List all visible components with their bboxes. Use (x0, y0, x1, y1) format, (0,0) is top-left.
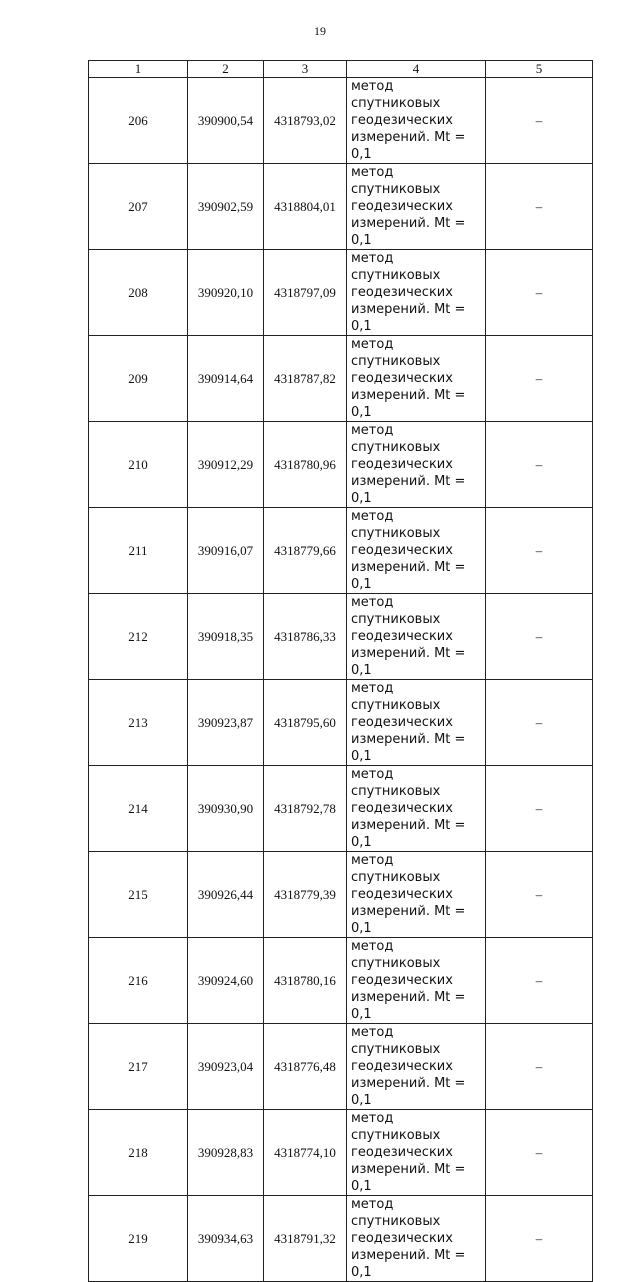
method-line: измерений. Mt = 0,1 (351, 560, 466, 592)
table-header-row (89, 61, 593, 78)
point-number-cell: 213 (89, 680, 188, 766)
method-cell (347, 78, 486, 164)
column5-cell: – (486, 422, 593, 508)
point-number-cell: 211 (89, 508, 188, 594)
method-cell (347, 680, 486, 766)
column5-cell: – (486, 680, 593, 766)
method-line: геодезических (351, 801, 453, 816)
point-number-cell: 217 (89, 1024, 188, 1110)
x-coordinate-cell: 390924,60 (188, 938, 264, 1024)
method-line: геодезических (351, 1145, 453, 1160)
method-cell (347, 164, 486, 250)
column-header: 3 (264, 61, 347, 78)
method-line: измерений. Mt = 0,1 (351, 130, 466, 162)
point-number-cell: 214 (89, 766, 188, 852)
method-line: метод спутниковых (351, 1111, 441, 1143)
point-number-cell: 209 (89, 336, 188, 422)
method-line: измерений. Mt = 0,1 (351, 1162, 466, 1194)
column5-cell: – (486, 336, 593, 422)
method-line: измерений. Mt = 0,1 (351, 1076, 466, 1108)
method-line: измерений. Mt = 0,1 (351, 474, 466, 506)
method-cell (347, 508, 486, 594)
table-row (89, 594, 593, 680)
method-line: геодезических (351, 973, 453, 988)
point-number-cell: 215 (89, 852, 188, 938)
method-cell (347, 852, 486, 938)
table-row (89, 1110, 593, 1196)
point-number-cell: 216 (89, 938, 188, 1024)
method-line: измерений. Mt = 0,1 (351, 216, 466, 248)
table-row (89, 852, 593, 938)
x-coordinate-cell: 390902,59 (188, 164, 264, 250)
point-number-cell: 212 (89, 594, 188, 680)
table-row (89, 680, 593, 766)
method-line: измерений. Mt = 0,1 (351, 302, 466, 334)
method-line: метод спутниковых (351, 595, 441, 627)
method-line: геодезических (351, 1059, 453, 1074)
method-line: измерений. Mt = 0,1 (351, 732, 466, 764)
method-line: метод спутниковых (351, 423, 441, 455)
table-row (89, 422, 593, 508)
method-line: измерений. Mt = 0,1 (351, 646, 466, 678)
method-line: измерений. Mt = 0,1 (351, 904, 466, 936)
method-line: геодезических (351, 887, 453, 902)
method-line: геодезических (351, 113, 453, 128)
x-coordinate-cell: 390900,54 (188, 78, 264, 164)
x-coordinate-cell: 390934,63 (188, 1196, 264, 1282)
y-coordinate-cell: 4318776,48 (264, 1024, 347, 1110)
table-row (89, 164, 593, 250)
point-number-cell: 219 (89, 1196, 188, 1282)
column5-cell: – (486, 594, 593, 680)
coordinates-table (88, 60, 593, 1282)
point-number-cell: 207 (89, 164, 188, 250)
method-cell (347, 1196, 486, 1282)
y-coordinate-cell: 4318793,02 (264, 78, 347, 164)
method-line: геодезических (351, 371, 453, 386)
method-cell (347, 938, 486, 1024)
column-header: 2 (188, 61, 264, 78)
method-cell (347, 594, 486, 680)
y-coordinate-cell: 4318804,01 (264, 164, 347, 250)
table-body (89, 78, 593, 1282)
table-row (89, 938, 593, 1024)
method-line: измерений. Mt = 0,1 (351, 990, 466, 1022)
method-line: измерений. Mt = 0,1 (351, 1248, 466, 1280)
method-line: метод спутниковых (351, 251, 441, 283)
y-coordinate-cell: 4318787,82 (264, 336, 347, 422)
method-line: измерений. Mt = 0,1 (351, 388, 466, 420)
y-coordinate-cell: 4318797,09 (264, 250, 347, 336)
method-cell (347, 766, 486, 852)
x-coordinate-cell: 390916,07 (188, 508, 264, 594)
y-coordinate-cell: 4318780,16 (264, 938, 347, 1024)
column5-cell: – (486, 78, 593, 164)
column-header: 4 (347, 61, 486, 78)
method-cell (347, 250, 486, 336)
y-coordinate-cell: 4318792,78 (264, 766, 347, 852)
column5-cell: – (486, 1196, 593, 1282)
table-row (89, 336, 593, 422)
column-header: 5 (486, 61, 593, 78)
method-line: метод спутниковых (351, 1197, 441, 1229)
method-cell (347, 1024, 486, 1110)
column5-cell: – (486, 508, 593, 594)
table-row (89, 508, 593, 594)
column5-cell: – (486, 250, 593, 336)
method-line: геодезических (351, 715, 453, 730)
method-line: измерений. Mt = 0,1 (351, 818, 466, 850)
method-line: метод спутниковых (351, 165, 441, 197)
y-coordinate-cell: 4318786,33 (264, 594, 347, 680)
method-cell (347, 1110, 486, 1196)
method-line: геодезических (351, 629, 453, 644)
x-coordinate-cell: 390926,44 (188, 852, 264, 938)
table-row (89, 250, 593, 336)
column5-cell: – (486, 852, 593, 938)
x-coordinate-cell: 390923,87 (188, 680, 264, 766)
x-coordinate-cell: 390923,04 (188, 1024, 264, 1110)
x-coordinate-cell: 390920,10 (188, 250, 264, 336)
y-coordinate-cell: 4318779,66 (264, 508, 347, 594)
method-line: метод спутниковых (351, 939, 441, 971)
column5-cell: – (486, 938, 593, 1024)
y-coordinate-cell: 4318780,96 (264, 422, 347, 508)
method-line: метод спутниковых (351, 767, 441, 799)
table-row (89, 1024, 593, 1110)
x-coordinate-cell: 390930,90 (188, 766, 264, 852)
method-cell (347, 422, 486, 508)
page-number: 19 (314, 24, 326, 38)
method-cell (347, 336, 486, 422)
x-coordinate-cell: 390928,83 (188, 1110, 264, 1196)
method-line: геодезических (351, 543, 453, 558)
method-line: геодезических (351, 1231, 453, 1246)
y-coordinate-cell: 4318795,60 (264, 680, 347, 766)
table-row (89, 78, 593, 164)
column-header: 1 (89, 61, 188, 78)
method-line: метод спутниковых (351, 853, 441, 885)
point-number-cell: 210 (89, 422, 188, 508)
column5-cell: – (486, 766, 593, 852)
point-number-cell: 218 (89, 1110, 188, 1196)
column5-cell: – (486, 1024, 593, 1110)
x-coordinate-cell: 390918,35 (188, 594, 264, 680)
method-line: метод спутниковых (351, 681, 441, 713)
method-line: геодезических (351, 285, 453, 300)
point-number-cell: 208 (89, 250, 188, 336)
x-coordinate-cell: 390912,29 (188, 422, 264, 508)
table-row (89, 766, 593, 852)
y-coordinate-cell: 4318779,39 (264, 852, 347, 938)
x-coordinate-cell: 390914,64 (188, 336, 264, 422)
method-line: метод спутниковых (351, 509, 441, 541)
column5-cell: – (486, 164, 593, 250)
method-line: метод спутниковых (351, 1025, 441, 1057)
method-line: геодезических (351, 457, 453, 472)
method-line: метод спутниковых (351, 337, 441, 369)
y-coordinate-cell: 4318791,32 (264, 1196, 347, 1282)
column5-cell: – (486, 1110, 593, 1196)
table-row (89, 1196, 593, 1282)
y-coordinate-cell: 4318774,10 (264, 1110, 347, 1196)
point-number-cell: 206 (89, 78, 188, 164)
method-line: геодезических (351, 199, 453, 214)
method-line: метод спутниковых (351, 79, 441, 111)
